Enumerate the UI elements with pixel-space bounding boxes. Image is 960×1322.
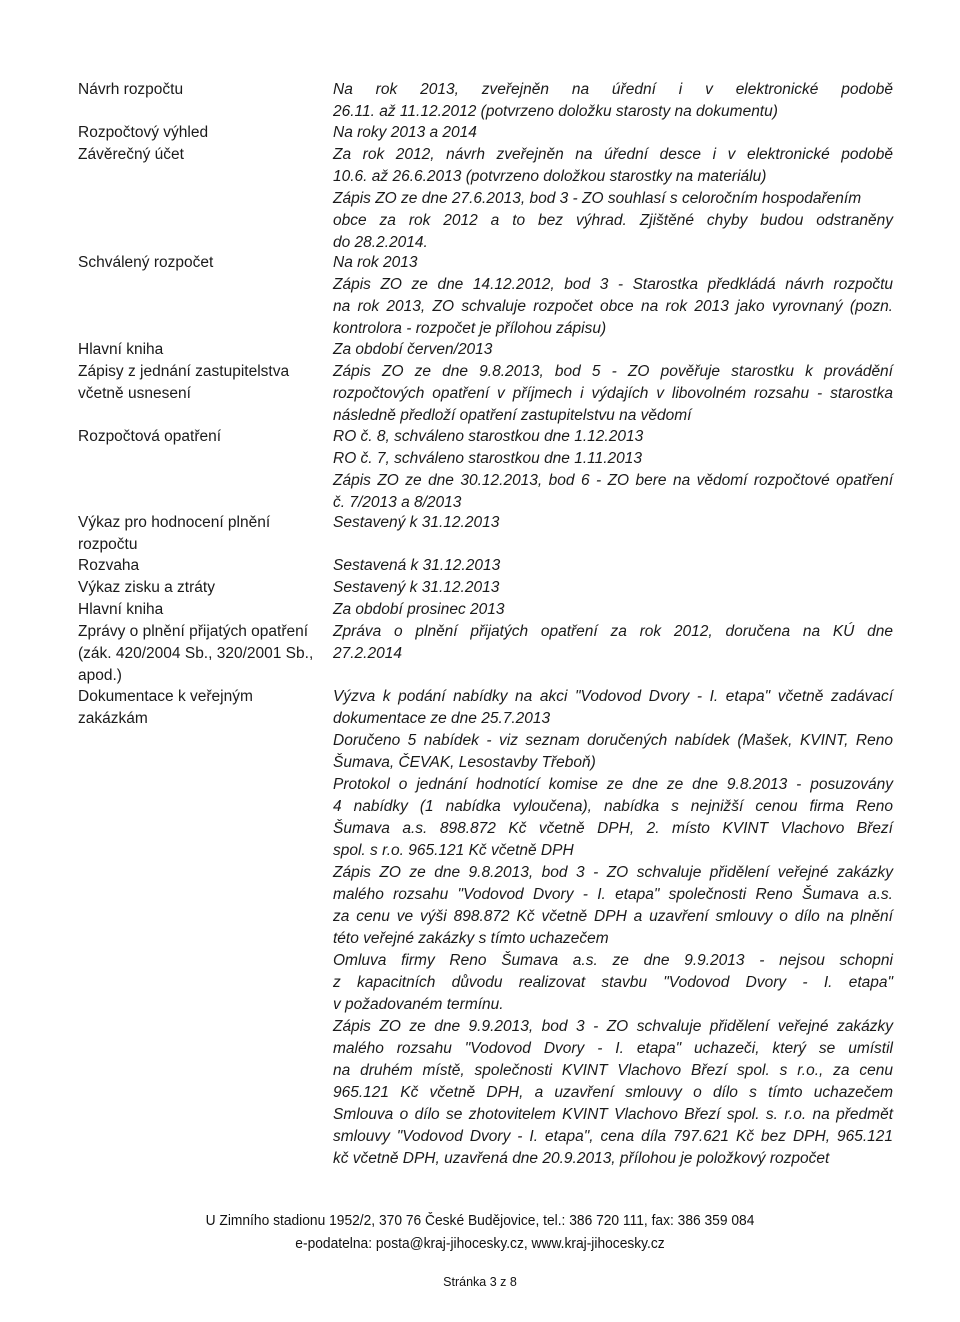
- record-value-line: za cenu ve výši 898.872 Kč včetně DPH a uzavření smlouvy o dílo na plnění: [333, 908, 893, 925]
- record-value-line: malého rozsahu "Vodovod Dvory - I. etapa" uchazeči, který se umístil: [333, 1040, 893, 1057]
- record-label: [78, 555, 323, 577]
- record-label-line: Zprávy o plnění přijatých opatření: [78, 623, 309, 640]
- record-value: [333, 122, 893, 144]
- record-value-line: na rok 2013, ZO schvaluje rozpočet obce na rok 2013 jako vyrovnaný (pozn.: [333, 298, 893, 315]
- record-value-line: smlouvy "Vodovod Dvory - I. etapa", cena díla 797.621 Kč bez DPH, 965.121: [333, 1128, 893, 1145]
- record-label: [78, 686, 323, 730]
- record-value-line: na druhém místě, společnosti KVINT Vlachovo Březí spol. s r.o., za cenu: [333, 1062, 893, 1079]
- record-value-line: Za období červen/2013: [333, 341, 493, 358]
- record-label-line: apod.): [78, 667, 122, 684]
- record-value: [333, 339, 893, 361]
- record-value: [333, 79, 893, 123]
- record-label-line: Závěrečný účet: [78, 146, 184, 163]
- record-value-line: Za rok 2012, návrh zveřejněn na úřední desce i v elektronické podobě: [333, 146, 893, 163]
- record-label-line: Dokumentace k veřejným: [78, 688, 253, 705]
- record-label: [78, 252, 323, 274]
- record-label: [78, 426, 323, 448]
- record-label-line: Schválený rozpočet: [78, 254, 214, 271]
- record-label-line: rozpočtu: [78, 536, 138, 553]
- record-value-line: 4 nabídky (1 nabídka vyloučena), nabídka s nejnižší cenou firma Reno: [333, 798, 893, 815]
- record-label: [78, 122, 323, 144]
- record-value-line: Zápis ZO ze dne 9.9.2013, bod 3 - ZO schvaluje přidělení veřejné zakázky: [333, 1018, 893, 1035]
- record-value: [333, 599, 893, 621]
- record-value-line: v požadovaném termínu.: [333, 996, 504, 1013]
- record-value-line: Sestavená k 31.12.2013: [333, 557, 501, 574]
- record-value-line: Za období prosinec 2013: [333, 601, 505, 618]
- record-value-line: RO č. 7, schváleno starostkou dne 1.11.2013: [333, 450, 643, 467]
- record-label-line: Zápisy z jednání zastupitelstva: [78, 363, 290, 380]
- record-label-line: včetně usnesení: [78, 385, 191, 402]
- record-value: [333, 252, 893, 340]
- record-value-line: Zápis ZO ze dne 27.6.2013, bod 3 - ZO souhlasí s celoročním hospodařením: [333, 190, 862, 207]
- record-value-line: z kapacitních důvodu realizovat stavbu "Vodovod Dvory - I. etapa": [333, 974, 893, 991]
- record-value-line: Na rok 2013: [333, 254, 418, 271]
- record-value: [333, 621, 893, 665]
- record-value-line: Omluva firmy Reno Šumava a.s. ze dne 9.9.2013 - nejsou schopni: [333, 952, 893, 969]
- record-value-line: Na rok 2013, zveřejněn na úřední i v elektronické podobě: [333, 81, 893, 98]
- record-value-line: Zápis ZO ze dne 30.12.2013, bod 6 - ZO bere na vědomí rozpočtové opatření: [333, 472, 893, 489]
- record-value-line: Protokol o jednání hodnotící komise ze dne ze dne 9.8.2013 - posuzovány: [333, 776, 893, 793]
- record-label: [78, 577, 323, 599]
- record-label-line: (zák. 420/2004 Sb., 320/2001 Sb.,: [78, 645, 314, 662]
- record-value-line: do 28.2.2014.: [333, 234, 428, 251]
- record-value: [333, 426, 893, 514]
- record-value-line: RO č. 8, schváleno starostkou dne 1.12.2013: [333, 428, 644, 445]
- record-value-line: 965.121 Kč včetně DPH, a uzavření smlouvy o dílo s tímto uchazečem: [333, 1084, 893, 1101]
- record-value: [333, 686, 893, 1170]
- record-value: [333, 361, 893, 427]
- record-label-line: zakázkám: [78, 710, 148, 727]
- record-label-line: Výkaz pro hodnocení plnění: [78, 514, 271, 531]
- record-value-line: spol. s r.o. 965.121 Kč včetně DPH: [333, 842, 574, 859]
- record-value-line: této veřejné zakázky s tímto uchazečem: [333, 930, 609, 947]
- record-value: [333, 512, 893, 534]
- record-value-line: Sestavený k 31.12.2013: [333, 579, 500, 596]
- record-value-line: 26.11. až 11.12.2012 (potvrzeno doložku starosty na dokumentu): [333, 103, 778, 120]
- record-label: [78, 144, 323, 166]
- record-value-line: Zápis ZO ze dne 9.8.2013, bod 3 - ZO schvaluje přidělení veřejné zakázky: [333, 864, 893, 881]
- record-value-line: 27.2.2014: [333, 645, 402, 662]
- record-label-line: Rozvaha: [78, 557, 140, 574]
- record-value-line: kontrolora - rozpočet je přílohou zápisu): [333, 320, 607, 337]
- record-value-line: Zpráva o plnění přijatých opatření za rok 2012, doručena na KÚ dne: [333, 623, 893, 640]
- record-label-line: Hlavní kniha: [78, 601, 164, 618]
- record-value-line: Sestavený k 31.12.2013: [333, 514, 500, 531]
- record-label: [78, 621, 323, 687]
- record-label-line: Hlavní kniha: [78, 341, 164, 358]
- record-value-line: Šumava a.s. 898.872 Kč včetně DPH, 2. místo KVINT Vlachovo Březí: [333, 820, 893, 837]
- record-value-line: Na roky 2013 a 2014: [333, 124, 477, 141]
- record-value-line: obce za rok 2012 a to bez výhrad. Zjištěné chyby budou odstraněny: [333, 212, 893, 229]
- record-value: [333, 577, 893, 599]
- record-label-line: Návrh rozpočtu: [78, 81, 184, 98]
- record-value-line: Smlouva o dílo se zhotovitelem KVINT Vlachovo Březí spol. s. r.o. na předmět: [333, 1106, 893, 1123]
- record-value: [333, 555, 893, 577]
- record-value-line: 10.6. až 26.6.2013 (potvrzeno doložkou starostky na materiálu): [333, 168, 767, 185]
- record-label: [78, 599, 323, 621]
- record-value-line: následně předloží opatření zastupitelstvu na vědomí: [333, 407, 692, 424]
- record-label-line: Rozpočtový výhled: [78, 124, 209, 141]
- record-label: [78, 361, 323, 405]
- record-label: [78, 512, 323, 556]
- record-label: [78, 339, 323, 361]
- footer-address: U Zimního stadionu 1952/2, 370 76 České Budějovice, tel.: 386 720 111, fax: 386 359 084: [205, 1212, 755, 1229]
- footer-contact: e-podatelna: posta@kraj-jihocesky.cz, www.kraj-jihocesky.cz: [295, 1235, 665, 1252]
- record-label-line: Výkaz zisku a ztráty: [78, 579, 215, 596]
- record-value: [333, 144, 893, 254]
- page-number: Stránka 3 z 8: [443, 1275, 517, 1289]
- record-value-line: dokumentace ze dne 25.7.2013: [333, 710, 551, 727]
- record-value-line: Zápis ZO ze dne 9.8.2013, bod 5 - ZO pověřuje starostku k provádění: [333, 363, 893, 380]
- record-value-line: Doručeno 5 nabídek - viz seznam doručených nabídek (Mašek, KVINT, Reno: [333, 732, 893, 749]
- record-value-line: č. 7/2013 a 8/2013: [333, 494, 462, 511]
- record-value-line: Šumava, ČEVAK, Lesostavby Třeboň): [333, 754, 596, 771]
- record-value-line: malého rozsahu "Vodovod Dvory - I. etapa" společnosti Reno Šumava a.s.: [333, 886, 893, 903]
- record-label: [78, 79, 323, 101]
- record-value-line: kč včetně DPH, uzavřená dne 20.9.2013, přílohou je položkový rozpočet: [333, 1150, 830, 1167]
- record-label-line: Rozpočtová opatření: [78, 428, 222, 445]
- record-value-line: Výzva k podání nabídky na akci "Vodovod Dvory - I. etapa" včetně zadávací: [333, 688, 893, 705]
- record-value-line: rozpočtových opatření v příjmech i výdajích v libovolném rozsahu - starostka: [333, 385, 893, 402]
- record-value-line: Zápis ZO ze dne 14.12.2012, bod 3 - Starostka předkládá návrh rozpočtu: [333, 276, 893, 293]
